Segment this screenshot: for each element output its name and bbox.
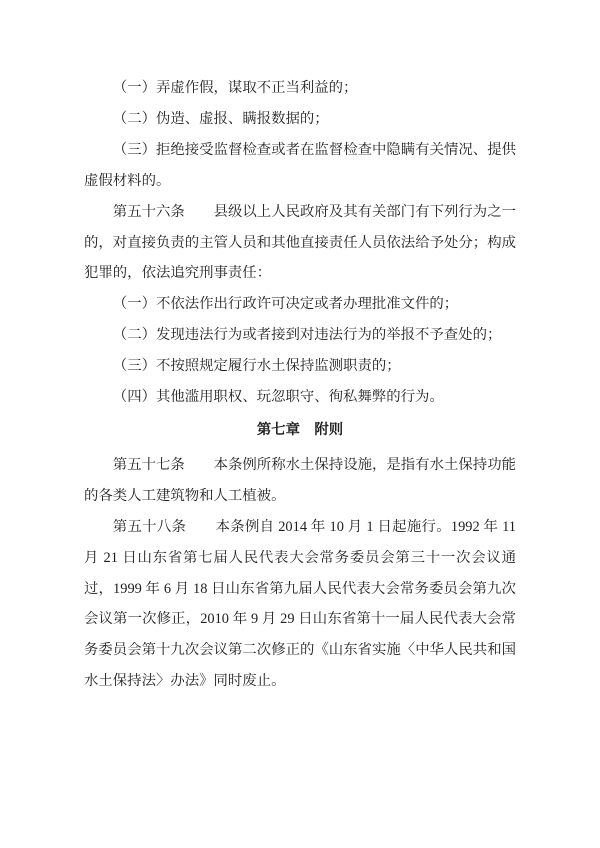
paragraph: （一）弄虚作假，谋取不正当利益的； [112, 80, 358, 96]
paragraph: （四）其他滥用职权、玩忽职守、徇私舞弊的行为。 [112, 389, 444, 406]
paragraph: 第五十六条 县级以上人民政府及其有关部门有下列行为之一的，对直接负责的主管人员和其他直接责任人员依法给予处分；构成犯罪的，依法追究刑事责任： [84, 203, 516, 282]
document-body [84, 73, 516, 697]
paragraph: （三）不按照规定履行水土保持监测职责的； [112, 358, 401, 375]
paragraph: （二）伪造、虚报、瞒报数据的； [112, 110, 329, 127]
paragraph: （三）拒绝接受监督检查或者在监督检查中隐瞒有关情况、提供虚假材料的。 [84, 141, 516, 189]
paragraph: （二）发现违法行为或者接到对违法行为的举报不予查处的； [112, 327, 502, 344]
paragraph: （一）不依法作出行政许可决定或者办理批准文件的； [112, 296, 459, 313]
paragraph: 第五十八条 本条例自 2014 年 10 月 1 日起施行。1992 年 11 月 21 日山东省第七届人民代表大会常务委员会第三十一次会议通过，1999 年 6 月 18 日山东省第九届人民代表大会常务委员会第九次会议第一次修正，2010 年 9 月 29 日山东省第十一届人民代表大会常务委员会第十九次会议第二次修正的《山东省实施〈中华人民共和国水土保持法〉办法》同时废止。 [84, 518, 516, 690]
chapter-heading: 第七章 附则 [256, 421, 344, 438]
paragraph: 第五十七条 本条例所称水土保持设施，是指有水土保持功能的各类人工建筑物和人工植被。 [84, 456, 516, 504]
